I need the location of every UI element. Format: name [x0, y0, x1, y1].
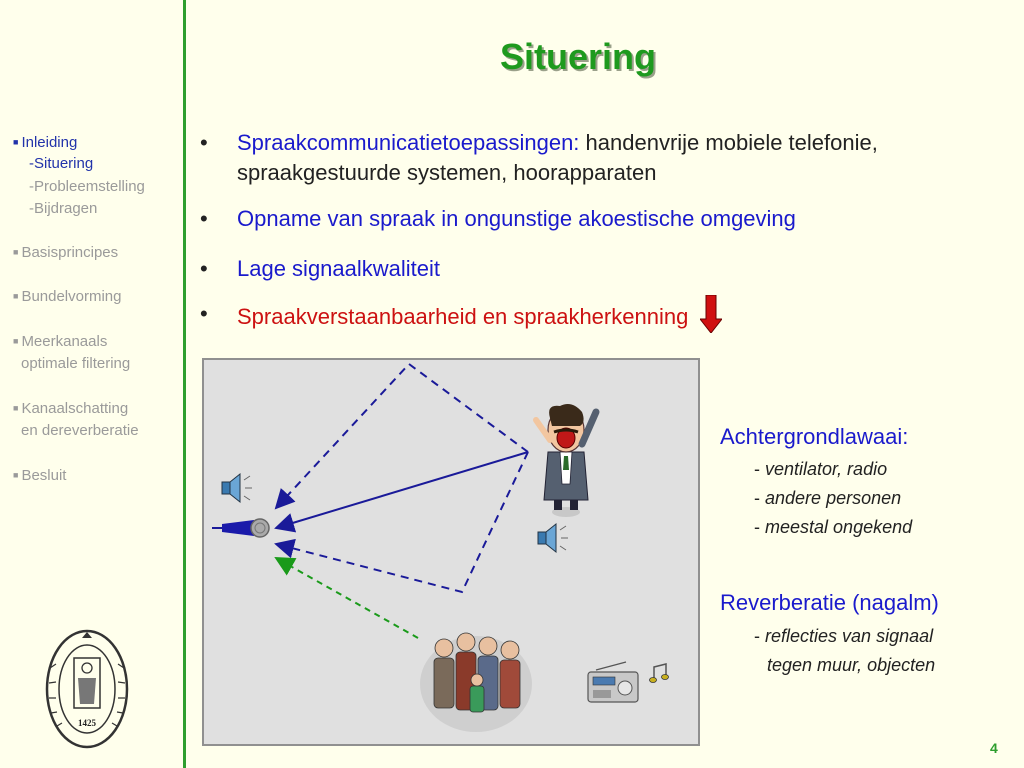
noise-path-arrow	[276, 558, 418, 638]
nav-item-inleiding[interactable]: ■ Inleiding	[13, 134, 78, 151]
background-noise-list	[754, 455, 912, 542]
bullet-dot-icon: •	[200, 256, 208, 281]
crowd-people-icon	[420, 633, 532, 732]
reverberation-list	[754, 622, 935, 680]
reflection-path-top	[276, 364, 528, 508]
bullet-dot-icon: •	[200, 206, 208, 231]
bullet-icon: ■	[13, 291, 19, 301]
nav-item-kanaalschatting-line2[interactable]: en dereverberatie	[21, 422, 139, 439]
acoustic-scene-diagram	[202, 358, 700, 746]
bullet-2-text: Opname van spraak in ongunstige akoestische omgeving	[237, 206, 796, 231]
bullet-icon: ■	[13, 137, 19, 147]
speaker-icon-right	[538, 524, 568, 552]
reflection-path-bottom	[276, 452, 528, 592]
nav-item-besluit[interactable]: ■ Besluit	[13, 467, 67, 484]
nav-item-meerkanaals-line2[interactable]: optimale filtering	[21, 355, 131, 372]
bullet-4-text: Spraakverstaanbaarheid en spraakherkenning	[237, 299, 957, 337]
music-note-icon	[650, 664, 669, 683]
background-noise-heading: Achtergrondlawaai:	[720, 424, 909, 449]
singer-figure-icon	[536, 404, 596, 517]
nav-item-basisprincipes[interactable]: ■ Basisprincipes	[13, 244, 119, 261]
list-item-continuation: tegen muur, objecten	[767, 655, 936, 675]
sidebar-divider	[183, 0, 186, 768]
down-arrow-icon	[700, 295, 722, 333]
slide-title: Situering	[500, 36, 657, 77]
radio-icon	[588, 662, 638, 702]
nav-item-probleemstelling[interactable]: -Probleemstelling	[29, 178, 145, 195]
bullet-icon: ■	[13, 247, 19, 257]
bullet-icon: ■	[13, 470, 19, 480]
reverberation-heading: Reverberatie (nagalm)	[720, 590, 939, 615]
bullet-dot-icon: •	[200, 130, 208, 155]
nav-item-situering[interactable]: -Situering	[29, 155, 94, 172]
list-item: - reflecties van signaal	[754, 626, 934, 646]
bullet-1-text: handenvrije mobiele telefonie, spraakgestuurde systemen, hoorapparaten	[237, 130, 878, 185]
bullet-icon: ■	[13, 336, 19, 346]
university-seal-icon	[44, 628, 130, 750]
nav-item-bijdragen[interactable]: -Bijdragen	[29, 200, 98, 217]
bullet-icon: ■	[13, 403, 19, 413]
list-item: - meestal ongekend	[754, 517, 913, 537]
nav-item-bundelvorming[interactable]: ■ Bundelvorming	[13, 288, 122, 305]
bullet-1-highlight: Spraakcommunicatietoepassingen:	[237, 130, 580, 155]
seal-year: 1425	[78, 718, 96, 728]
nav-item-kanaalschatting[interactable]: ■ Kanaalschatting	[13, 400, 129, 417]
direct-path-arrow	[276, 452, 528, 528]
list-item: - andere personen	[754, 488, 902, 508]
microphone-icon	[212, 519, 269, 537]
speaker-icon-left	[222, 474, 252, 502]
nav-item-meerkanaals[interactable]: ■ Meerkanaals	[13, 333, 108, 350]
bullet-dot-icon: •	[200, 301, 208, 326]
bullet-3-text: Lage signaalkwaliteit	[237, 256, 441, 281]
page-number: 4	[990, 740, 998, 756]
list-item: - ventilator, radio	[754, 459, 888, 479]
